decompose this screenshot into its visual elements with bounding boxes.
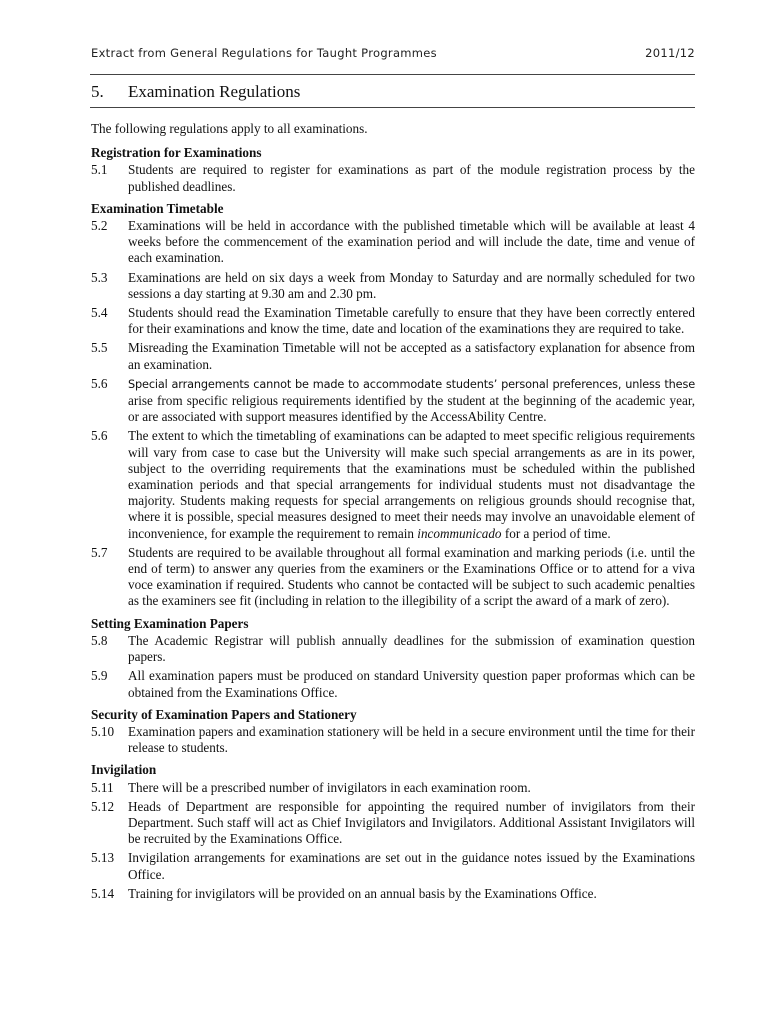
item-number: 5.1	[91, 162, 108, 178]
regulation-item	[91, 376, 695, 426]
group-heading: Security of Examination Papers and Stationery	[91, 706, 357, 722]
group-setting-papers	[91, 616, 695, 701]
item-text-rest: arise from specific religious requirements identified by the student at the beginning of the academic year, or are associated with support measures identified by the AccessAbility Centre.	[128, 393, 695, 425]
item-text: Invigilation arrangements for examinations are set out in the guidance notes issued by the Examinations Office.	[128, 850, 695, 882]
item-text: There will be a prescribed number of invigilators in each examination room.	[128, 779, 531, 795]
header-rule	[90, 74, 695, 75]
regulation-item	[91, 162, 695, 194]
item-number: 5.7	[91, 544, 108, 560]
item-text: Examination papers and examination stationery will be held in a secure environment until the time for their release to students.	[128, 723, 695, 756]
item-text: Students should read the Examination Timetable carefully to ensure that they have been correctly entered for their examinations and know the time, date and location of the examinations they are required to take.	[128, 305, 695, 337]
item-number: 5.11	[91, 779, 114, 795]
regulation-item	[91, 799, 695, 848]
group-heading: Invigilation	[91, 762, 157, 778]
regulation-item	[91, 270, 695, 302]
regulation-item	[91, 305, 695, 337]
item-text-italic: incommunicado	[417, 525, 502, 541]
item-number: 5.8	[91, 632, 108, 648]
section-rule	[90, 107, 695, 108]
item-number: 5.3	[91, 269, 108, 285]
item-number: 5.4	[91, 305, 108, 321]
item-text	[128, 376, 695, 426]
group-heading: Examination Timetable	[91, 200, 224, 216]
regulation-item	[91, 668, 695, 700]
group-registration	[91, 145, 695, 195]
item-number: 5.10	[91, 723, 115, 739]
regulation-item	[91, 633, 695, 665]
item-text: Students are required to register for examinations as part of the module registration process by the published deadlines.	[128, 162, 695, 194]
regulation-item	[91, 886, 695, 902]
item-text: Training for invigilators will be provided on an annual basis by the Examinations Office.	[128, 885, 597, 901]
regulation-item	[91, 340, 695, 372]
item-text: Examinations will be held in accordance with the published timetable which will be available at least 4 weeks before the commencement of the examination period and will include the date, time and venue of each examination.	[128, 218, 695, 266]
item-text: Examinations are held on six days a week from Monday to Saturday and are normally scheduled for two sessions a day starting at 9.30 am and 2.30 pm.	[128, 269, 695, 301]
regulation-item	[91, 428, 695, 541]
item-number: 5.14	[91, 885, 115, 901]
intro-text: The following regulations apply to all examinations.	[91, 121, 368, 136]
item-text-main: The extent to which the timetabling of examinations can be adapted to meet specific religious requirements will vary from case to case but the University will make such special arrangements as are in its power, subject to the overriding requirements that the examinations must be scheduled within the published examination periods and that special arrangements for individual students must not disadvantage the majority. Students making requests for special arrangements on religious grounds should recognise that, where it is possible, special measures designed to meet their needs may involve an unavoidable element of inconvenience, for example the requirement to remain	[128, 428, 695, 541]
item-number: 5.5	[91, 340, 108, 356]
item-text-sans: Special arrangements cannot be made to accommodate students’ personal preferences, unless these	[128, 377, 695, 391]
regulation-item	[91, 780, 695, 796]
regulation-item	[91, 545, 695, 610]
section-number: 5.	[91, 82, 104, 101]
section-title-text: Examination Regulations	[128, 82, 301, 101]
item-text: Heads of Department are responsible for appointing the required number of invigilators from their Department. Such staff will act as Chief Invigilators and Invigilators. Additional Assistant Invigilators will be recruited by the Examinations Office.	[128, 798, 695, 847]
item-text: Misreading the Examination Timetable will not be accepted as a satisfactory explanation for absence from an examination.	[128, 340, 695, 372]
group-heading: Registration for Examinations	[91, 145, 262, 161]
group-invigilation	[91, 762, 695, 902]
item-number: 5.12	[91, 798, 115, 814]
header-year: 2011/12	[645, 46, 695, 60]
header-title: Extract from General Regulations for Taught Programmes	[91, 46, 437, 60]
item-text-end: for a period of time.	[501, 525, 611, 541]
item-text: The Academic Registrar will publish annually deadlines for the submission of examination question papers.	[128, 632, 695, 665]
item-number: 5.9	[91, 668, 108, 684]
item-text	[128, 428, 695, 541]
regulation-item	[91, 724, 695, 756]
item-number: 5.2	[91, 218, 108, 234]
regulation-item	[91, 218, 695, 267]
section-title	[91, 82, 300, 102]
item-number: 5.13	[91, 850, 115, 866]
regulations-body	[91, 121, 695, 908]
group-heading: Setting Examination Papers	[91, 615, 249, 631]
group-timetable	[91, 201, 695, 610]
item-number: 5.6	[91, 375, 108, 391]
item-text: Students are required to be available throughout all formal examination and marking periods (i.e. until the end of term) to answer any queries from the examiners or the Examinations Office or to attend for a viva voce examination if required. Students who cannot be contacted will be subject to such academic penalties as the examiners see fit (including in relation to the illegibility of a script the award of a mark of zero).	[128, 544, 695, 609]
item-number: 5.6	[91, 428, 108, 444]
item-text: All examination papers must be produced on standard University question paper proformas which can be obtained from the Examinations Office.	[128, 668, 695, 700]
regulation-item	[91, 850, 695, 882]
group-security	[91, 707, 695, 757]
